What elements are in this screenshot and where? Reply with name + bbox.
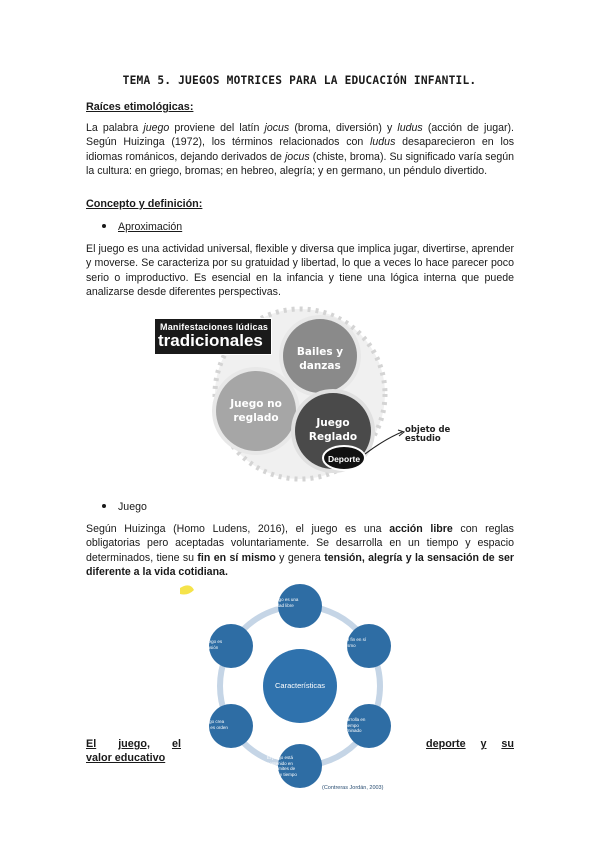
heading-word: juego, [118, 738, 150, 750]
paragraph-huizinga: Según Huizinga (Homo Ludens, 2016), el juego es una acción libre con reglas obligatorias pero aceptadas voluntariamente. Se desarrolla en un tiempo y espacio determinados, tiene su fin en sí mismo y genera tensión, alegría y la sensación de ser diferente a la vida cotidiana. [86, 523, 514, 579]
highlight-mark [180, 585, 194, 594]
center-label: Características [274, 681, 325, 690]
heading-word: y [480, 738, 487, 750]
node-left-top: El juego es tensión [199, 639, 223, 650]
heading-educational-value-line2: valor educativo [86, 752, 166, 764]
tag-traditional [154, 318, 272, 355]
heading-word: su [501, 738, 514, 750]
heading-concept: Concepto y definición: [86, 198, 203, 210]
heading-word: El [86, 738, 97, 750]
heading-etymology: Raíces etimológicas: [86, 101, 194, 113]
bullet-dot [102, 504, 106, 508]
tag-small-text: Manifestaciones lúdicas [160, 322, 269, 332]
bullet-approximation: Aproximación [102, 221, 182, 233]
node-right-top: Tiene un fin en sí mismo [331, 637, 367, 648]
heading-word: el [171, 738, 181, 750]
node-bottom: El juego está contenido en unos límites de espacio y tiempo [263, 755, 297, 777]
heading-right-words [426, 738, 514, 750]
heading-word: deporte [426, 738, 466, 750]
node-top: Todo juego es una actividad libre [261, 597, 299, 608]
figure-characteristics [180, 580, 420, 800]
paragraph-approximation: El juego es una actividad universal, flexible y diversa que implica jugar, divertirse, aprender y moverse. Se caracteriza por su gratuidad y libertad, lo que a veces lo hace parecer poco serio o improductivo. Es esencial en la infancia y tiene una lógica interna que puede analizarse desde diferentes perspectivas. [86, 243, 514, 299]
label-reglado: Juego Reglado [308, 417, 358, 443]
label-no-reglado: Juego no reglado [230, 398, 282, 424]
page-title: TEMA 5. JUEGOS MOTRICES PARA LA EDUCACIÓN INFANTIL. [122, 74, 477, 87]
figure-citation: (Contreras Jordán, 2003) [322, 785, 384, 791]
bullet-juego: Juego [102, 501, 147, 513]
heading-educational-value [86, 738, 514, 750]
label-bailes: Bailes y danzas [296, 346, 344, 372]
label-deporte: Deporte [327, 454, 361, 464]
figure-characteristics-graphic [180, 580, 420, 800]
bullet-dot [102, 224, 106, 228]
heading-left-words [86, 738, 181, 750]
tag-big-text: tradicionales [158, 331, 263, 350]
paragraph-etymology: La palabra juego proviene del latín jocus (broma, diversión) y ludus (acción de jugar). Según Huizinga (1972), los términos relacionados con ludus desaparecieron en los idiomas románicos, dejando derivados de jocus (chiste, broma). Su significado varía según la cultura: en griego, bromas; en hebreo, alegría; y en germano, un péndulo divertido. [86, 122, 515, 178]
node-right-bottom: Se desarrolla en un tiempo determinado [332, 717, 366, 733]
label-objeto: objeto de estudio [405, 425, 451, 444]
node-left-bottom: El juego crea orden y es orden [194, 719, 228, 730]
